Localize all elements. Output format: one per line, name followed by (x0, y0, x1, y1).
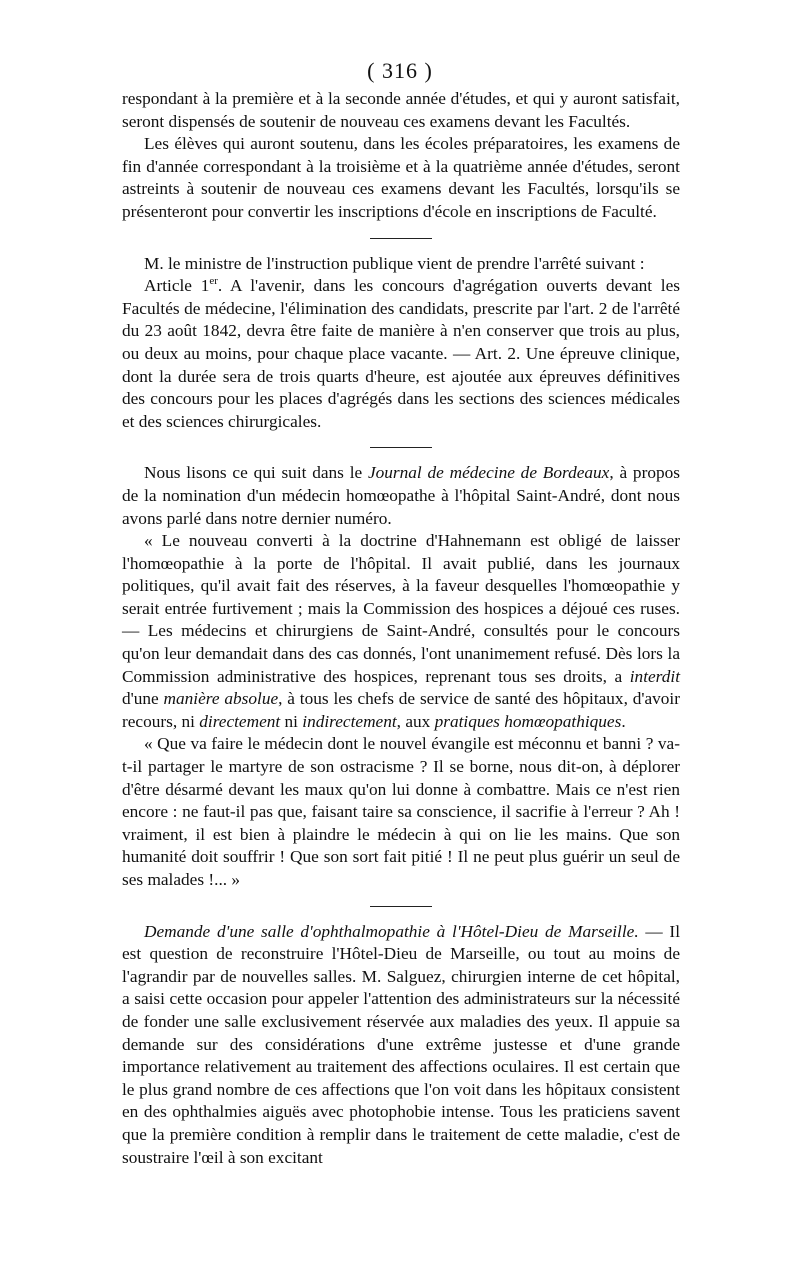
article-text: . A l'avenir, dans les concours d'agrégation ouverts devant les Facultés de médecine, l'élimination des candidats, prescrite par l'art. 2 de l'arrêté du 23 août 1842, devra être faite de manière à n'en conserver que trois au plus, ou deux au moins, pour chaque place vacante. — Art. 2. Une épreuve clinique, dont la durée sera de trois quarts d'heure, est ajoutée aux épreuves définitives des concours pour les places d'agrégés dans les sections des sciences médicales et des sciences chirurgicales. (122, 276, 680, 431)
paragraph-bordeaux-intro: Nous lisons ce qui suit dans le Journal de médecine de Bordeaux, à propos de la nomination d'un médecin homœopathe à l'hôpital Saint-André, dont nous avons parlé dans notre dernier numéro. (122, 463, 680, 528)
paragraph-continuation: respondant à la première et à la seconde année d'études, et qui y auront satisfait, seront dispensés de soutenir de nouveau ces examens devant les Facultés. (122, 89, 680, 131)
journal-title: Journal de médecine de Bordeaux (367, 463, 610, 483)
page-number: ( 316 ) (367, 58, 433, 83)
paragraph-eleves: Les élèves qui auront soutenu, dans les écoles préparatoires, les examens de fin d'année correspondant à la troisième et à la quatrième année d'études, seront astreints à soutenir de nouveau ces examens devant les Facultés, lorsqu'ils se présenteront pour convertir les inscriptions d'école en inscriptions de Faculté. (122, 134, 680, 221)
article-superscript: er (209, 275, 218, 288)
section-divider (370, 238, 432, 239)
section-divider (370, 447, 432, 448)
section-title: Demande d'une salle d'ophthalmopathie à l'Hôtel-Dieu de Marseille. (144, 921, 639, 941)
section-divider (370, 906, 432, 907)
paragraph-marseille: Demande d'une salle d'ophthalmopathie à l'Hôtel-Dieu de Marseille. — Il est question de reconstruire l'Hôtel-Dieu de Marseille, ou tout au moins de l'agrandir par de nouvelles salles. M. Salguez, chirurgien interne de cet hôpital, a saisi cette occasion pour appeler l'attention des administrateurs sur la nécessité de fonder une salle exclusivement réservée aux maladies des yeux. Il appuie sa demande sur des considérations d'une extrême justesse et d'une grande importance relativement au traitement des affections oculaires. Il est certain que le plus grand nombre de ces affections que l'on voit dans les hôpitaux consistent en des ophthalmies aiguës avec photophobie intense. Tous les praticiens savent que la première condition à remplir dans le traitement de cette maladie, c'est de soustraire l'œil à son excitant (122, 921, 680, 1167)
page-body (122, 88, 680, 1169)
article-label: Article 1 (144, 276, 210, 296)
paragraph-article (122, 275, 680, 433)
paragraph-arrete-intro: M. le ministre de l'instruction publique vient de prendre l'arrêté suivant : (144, 253, 645, 273)
paragraph-quote-2: « Que va faire le médecin dont le nouvel évangile est méconnu et banni ? va-t-il partager le martyre de son ostracisme ? Il se borne, nous dit-on, à déplorer d'être désarmé devant les maux qu'on lui donne à combattre. Mais ce n'est rien encore : ne faut-il pas que, faisant taire sa conscience, il sacrifie à l'erreur ? Ah ! vraiment, il est bien à plaindre le médecin à qui on lie les mains. Que son humanité doit souffrir ! Que son sort fait pitié ! Il ne peut plus guérir un seul de ses malades !... » (122, 734, 680, 889)
paragraph-quote-1: « Le nouveau converti à la doctrine d'Hahnemann est obligé de laisser l'homœopathie à la porte de l'hôpital. Il avait publié, dans les journaux politiques, qu'il avait fait des réserves, à la faveur desquelles l'homœopathie y serait entrée furtivement ; mais la Commission des hospices a déjoué ces ruses. — Les médecins et chirurgiens de Saint-André, consultés pour le concours qu'on leur demandait dans des cas donnés, l'ont unanimement refusé. Dès lors la Commission administrative des hospices, reprenant tous ses droits, a interdit d'une manière absolue, à tous les chefs de service de santé des hôpitaux, d'avoir recours, ni directement ni indirectement, aux pratiques homœopathiques. (122, 531, 680, 731)
